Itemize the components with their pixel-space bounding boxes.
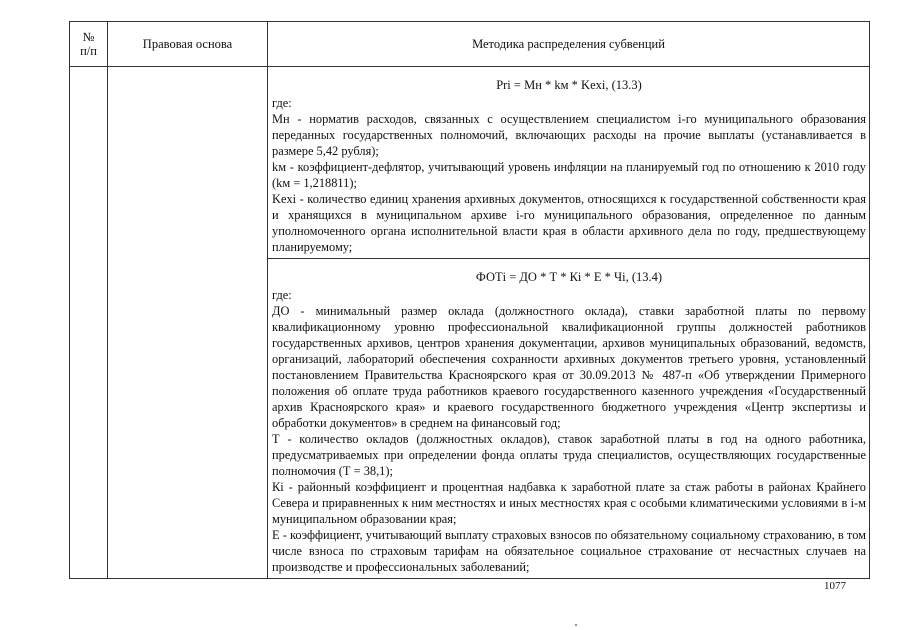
where-label: где: xyxy=(272,288,292,302)
page-number: 1077 xyxy=(824,580,846,592)
formula-13-3: Pri = Мн * kм * Kexi, (13.3) xyxy=(496,78,642,92)
formula-block-13-3 xyxy=(268,67,869,258)
header-number xyxy=(70,22,108,67)
header-number-abbrev: п/п xyxy=(80,44,97,58)
table-header-row xyxy=(70,22,870,67)
table-row xyxy=(70,67,870,579)
formula-13-4: ФОТi = ДО * Т * Кi * Е * Чi, (13.4) xyxy=(475,270,663,284)
definition-item: kм - коэффициент-дефлятор, учитывающий уровень инфляции на планируемый год по отношению к 2010 году (kм = 1,218811); xyxy=(272,160,866,190)
definition-item: Kexi - количество единиц хранения архивных документов, относящихся к государственной собственности края и хранящихся в муниципальном архиве i-го муниципального образования, определенное по данным уполномоченного органа исполнительной власти края в области архивного дела по году, предшествующему планируемому; xyxy=(272,192,866,254)
scan-speck xyxy=(575,624,577,626)
definition-item: Т - количество окладов (должностных окладов), ставок заработной платы в год на одного работника, предусматриваемых при определении фонда оплаты труда специалистов, осуществляющих государственные полномочия (Т = 38,1); xyxy=(272,432,866,478)
cell-legal-basis xyxy=(108,67,268,579)
methodology-table xyxy=(69,21,870,579)
header-methodology: Методика распределения субвенций xyxy=(268,22,870,67)
definition-item: Мн - норматив расходов, связанных с осуществлением специалистом i-го муниципального образования переданных государственных полномочий, включающих расходы на прочие выплаты (устанавливается в размере 5,42 рубля); xyxy=(272,112,866,158)
cell-number xyxy=(70,67,108,579)
definition-item: ДО - минимальный размер оклада (должностного оклада), ставки заработной платы по первому квалификационному уровню профессиональной квалификационной группы должностей работников государственных архивов, центров хранения документации, архивов муниципальных образований, ведомств, организаций, лабораторий обеспечения сохранности архивных документов третьего уровня, установленный постановлением Правительства Красноярского края от 30.09.2013 № 487-п «Об утверждении Примерного положения об оплате труда работников краевого государственного казенного учреждения «Государственный архив Красноярского края» и краевого государственного бюджетного учреждения «Центр экспертизы и обработки документов» в среднем на финансовый год; xyxy=(272,304,866,430)
definition-item: Кi - районный коэффициент и процентная надбавка к заработной плате за стаж работы в районах Крайнего Севера и приравненных к ним местностях и иных местностях края с особыми климатическими условиями в i-м муниципальном образовании края; xyxy=(272,480,866,526)
header-number-symbol: № xyxy=(82,30,95,44)
cell-methodology xyxy=(268,67,870,579)
formula-block-13-4 xyxy=(268,258,869,578)
where-label: где: xyxy=(272,96,292,110)
definition-item: Е - коэффициент, учитывающий выплату страховых взносов по обязательному социальному страхованию, в том числе взноса по страховым тарифам на обязательное социальное страхование от несчастных случаев на производстве и профессиональных заболеваний; xyxy=(272,528,866,574)
header-legal-basis: Правовая основа xyxy=(108,22,268,67)
